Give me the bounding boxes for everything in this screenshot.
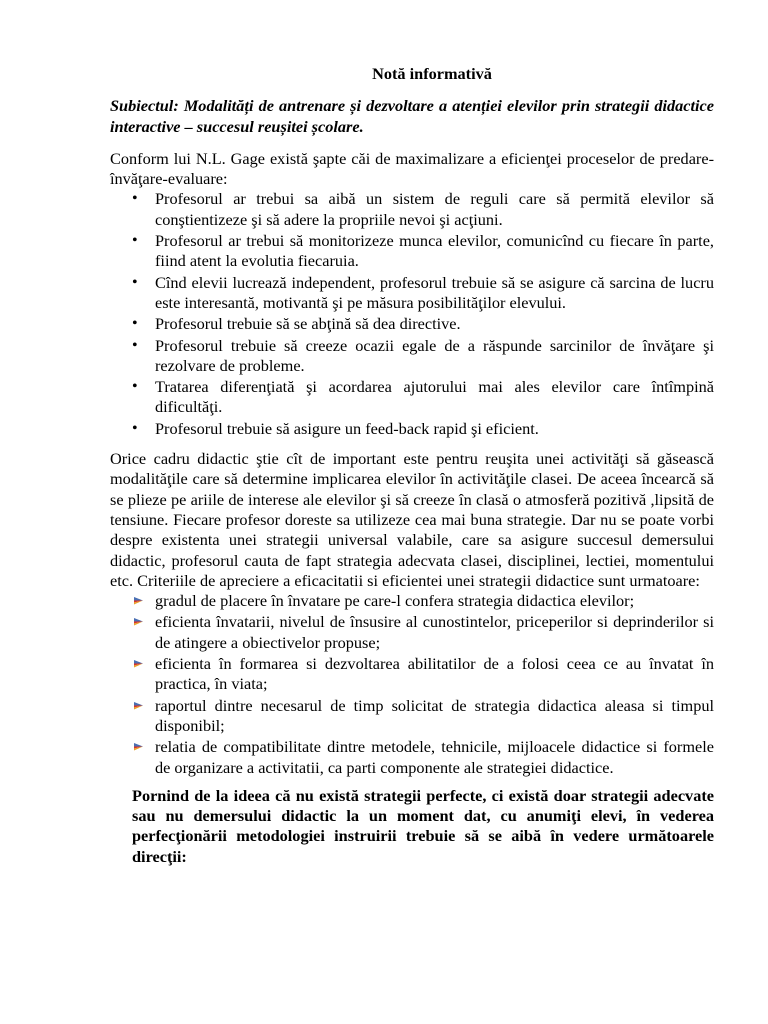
list-item-text: Profesorul trebuie să asigure un feed-back rapid şi eficient.	[155, 418, 539, 438]
list-item-text: Profesorul ar trebui sa aibă un sistem de reguli care să permită elevilor să conştientizeze şi să adere la propriile nevoi şi acţiuni.	[155, 189, 714, 229]
list-item-text: gradul de placere în învatare pe care-l confera strategia didactica elevilor;	[155, 591, 635, 611]
list-item-text: eficienta învatarii, nivelul de însusire al cunostintelor, priceperilor si deprinderilor si de atingere a obiectivelor propuse;	[155, 612, 714, 652]
document-title: Notă informativă	[372, 64, 492, 83]
list-item	[110, 591, 714, 611]
bullet-icon: •	[132, 190, 138, 208]
list-item	[110, 612, 714, 653]
arrow-bullet-icon	[134, 701, 143, 710]
bullet-icon: •	[132, 273, 138, 291]
list-item-text: Profesorul ar trebui să monitorizeze munca elevilor, comunicînd cu fiecare în parte, fiind atent la evolutia fiecaruia.	[155, 231, 714, 271]
list-item	[110, 737, 714, 778]
arrow-bullet-icon	[134, 742, 143, 751]
list-item	[110, 654, 714, 695]
document-page	[110, 64, 714, 867]
arrow-bullet-icon	[134, 617, 143, 626]
list-item-text: relatia de compatibilitate dintre metodele, tehnicile, mijloacele didactice si formele de organizare a activitatii, ca parti componente ale strategiei didactice.	[155, 737, 714, 777]
list-item-text: Tratarea diferenţiată şi acordarea ajutorului mai ales elevilor care întîmpină dificultăţi.	[155, 377, 714, 417]
list-item-text: Cînd elevii lucrează independent, profesorul trebuie să se asigure că sarcina de lucru este interesantă, motivantă şi pe măsura posibilităţilor elevului.	[155, 272, 714, 312]
criteria-intro-paragraph: Orice cadru didactic ştie cît de important este pentru reuşita unei activităţi să găsească modalităţile care să determine implicarea elevilor în activităţile clasei. De aceea încearcă să se plieze pe ariile de interese ale elevilor şi să creeze în clasă o atmosferă pozitivă ,lipsită de tensiune. Fiecare profesor doreste sa utilizeze cea mai buna strategie. Dar nu se poate vorbi despre existenta unei strategii universal valabile, care sa asigure succesul demersului didactic, profesorul cauta de fapt strategia adecvata clasei, disciplinei, lectiei, momentului etc. Criteriile de apreciere a eficacitatii si eficientei unei strategii didactice sunt urmatoare:	[110, 449, 714, 590]
list-item	[110, 419, 714, 439]
bullet-icon: •	[132, 315, 138, 333]
document-subject: Subiectul: Modalități de antrenare și dezvoltare a atenției elevilor prin strategii didactice interactive – succesul reușitei școlare.	[110, 96, 714, 136]
bullet-icon: •	[132, 232, 138, 250]
arrow-bullet-icon	[134, 659, 143, 668]
bullet-icon: •	[132, 336, 138, 354]
criteria-list	[110, 591, 714, 778]
arrow-bullet-icon	[134, 596, 143, 605]
list-item-text: eficienta în formarea si dezvoltarea abilitatilor de a folosi ceea ce au învatat în practica, în viata;	[155, 654, 714, 694]
list-item	[110, 377, 714, 418]
list-item-text: raportul dintre necesarul de timp solicitat de strategia didactica aleasa si timpul disponibil;	[155, 695, 714, 735]
list-item-text: Profesorul trebuie să creeze ocazii egale de a răspunde sarcinilor de învăţare şi rezolvare de probleme.	[155, 335, 714, 375]
list-item	[110, 231, 714, 272]
intro-paragraph: Conform lui N.L. Gage există şapte căi de maximalizare a eficienţei proceselor de predare-învăţare-evaluare:	[110, 148, 714, 189]
bullet-icon: •	[132, 378, 138, 396]
list-item	[110, 314, 714, 334]
list-item	[110, 273, 714, 314]
list-item-text: Profesorul trebuie să se abţină să dea directive.	[155, 314, 461, 334]
list-item	[110, 696, 714, 737]
list-item	[110, 336, 714, 377]
list-item	[110, 189, 714, 230]
principles-list	[110, 189, 714, 439]
bullet-icon: •	[132, 419, 138, 437]
directions-paragraph: Pornind de la ideea că nu există strategii perfecte, ci există doar strategii adecvate sau nu demersului didactic la un moment dat, cu anumiţi elevi, în vederea perfecţionării metodologiei instruirii trebuie să se aibă în vedere următoarele direcţii:	[132, 785, 714, 866]
